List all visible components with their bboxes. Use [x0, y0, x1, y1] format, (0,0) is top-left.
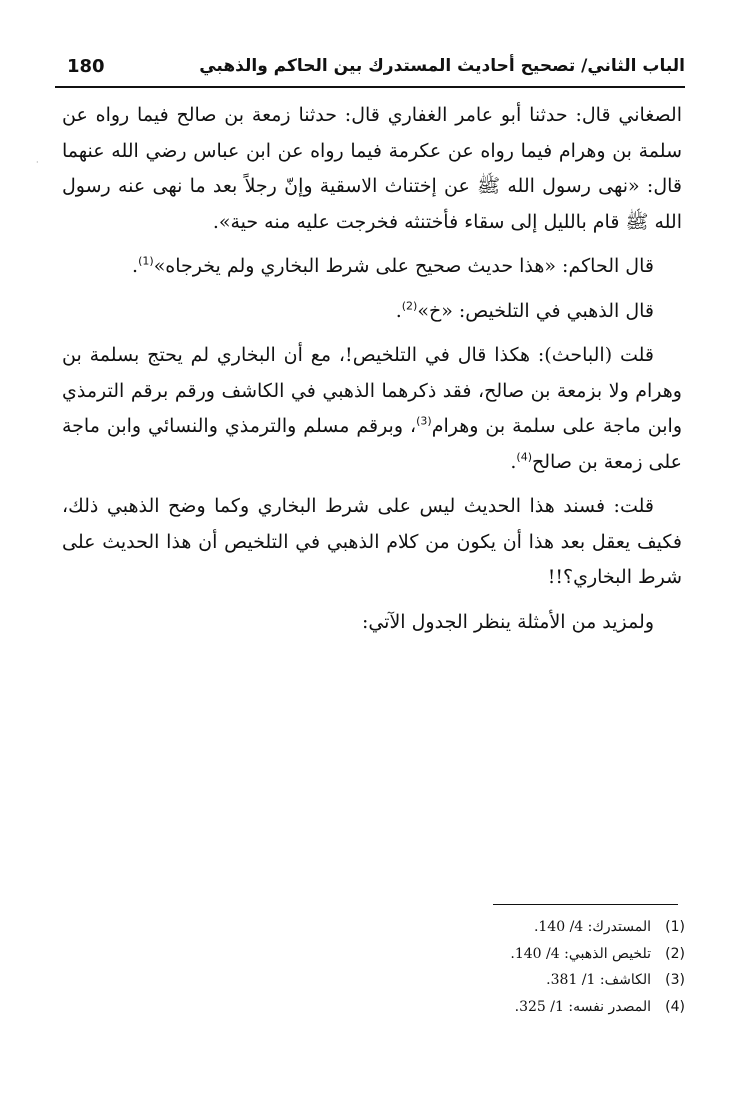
dhahabi-quote: قال الذهبي في التلخيص: «خ»	[417, 299, 654, 322]
footnote-ref-2[interactable]: (2)	[401, 299, 418, 313]
page-number: 180	[67, 56, 105, 77]
researcher-text-a: قلت (الباحث): هكذا قال في التلخيص!، مع أن البخاري لم يحتج بسلمة بن وهرام ولا بزمعة بن صالح، فقد ذكرهما الذهبي في الكاشف ورقم برقم الترمذي وابن ماجة على سلمة بن وهرام	[62, 344, 682, 437]
period: .	[510, 450, 517, 473]
footnotes	[390, 914, 685, 1020]
footnote-1	[390, 914, 685, 941]
footnote-text: المصدر نفسه: 1/ 325.	[514, 998, 651, 1015]
footnote-number: (3)	[665, 972, 685, 988]
footnote-divider	[493, 904, 678, 905]
margin-mark: ·	[36, 158, 39, 167]
paragraph-hadith: الصغاني قال: حدثنا أبو عامر الغفاري قال: حدثنا زمعة بن صالح فيما رواه عن سلمة بن وهرام فيما رواه عن عكرمة فيما رواه عن ابن عباس رضي الله عنهما قال: «نهى رسول الله ﷺ عن إختناث الاسقية وإنّ رجلاً بعد ما نهى عنه رسول الله ﷺ قام بالليل إلى سقاء فأختنثه فخرجت عليه منه حية».	[62, 104, 682, 233]
paragraph-researcher	[62, 338, 682, 480]
researcher-text-b: ، وبرقم مسلم والترمذي والنسائي وابن ماجة على زمعة بن صالح	[62, 415, 682, 473]
footnote-3	[390, 967, 685, 994]
footnote-ref-4[interactable]: (4)	[516, 450, 532, 464]
paragraph-dhahabi	[62, 294, 682, 330]
period: .	[395, 299, 402, 322]
footnote-number: (1)	[665, 919, 685, 935]
footnote-text: المستدرك: 4/ 140.	[533, 919, 651, 935]
running-title: الباب الثاني/ تصحيح أحاديث المستدرك بين الحاكم والذهبي	[199, 56, 685, 76]
period: .	[132, 255, 139, 277]
footnote-text: الكاشف: 1/ 381.	[546, 972, 651, 988]
footnote-number: (4)	[665, 998, 685, 1015]
paragraph-table-intro: ولمزيد من الأمثلة ينظر الجدول الآتي:	[361, 610, 654, 633]
paragraph-hakim	[62, 249, 682, 285]
footnote-ref-1[interactable]: (1)	[138, 254, 154, 268]
hakim-quote: قال الحاكم: «هذا حديث صحيح على شرط البخاري ولم يخرجاه»	[153, 255, 654, 277]
footnote-2	[390, 941, 685, 968]
body-text	[62, 98, 682, 640]
footnote-4	[390, 994, 685, 1021]
footnote-ref-3[interactable]: (3)	[416, 414, 432, 428]
paragraph-conclusion: قلت: فسند هذا الحديث ليس على شرط البخاري وكما وضح الذهبي ذلك، فكيف يعقل بعد هذا أن يكون من كلام الذهبي في التلخيص أن هذا الحديث على شرط البخاري؟!!	[62, 495, 682, 588]
footnote-number: (2)	[665, 945, 685, 962]
footnote-text: تلخيص الذهبي: 4/ 140.	[510, 945, 651, 962]
page-header	[55, 52, 685, 88]
